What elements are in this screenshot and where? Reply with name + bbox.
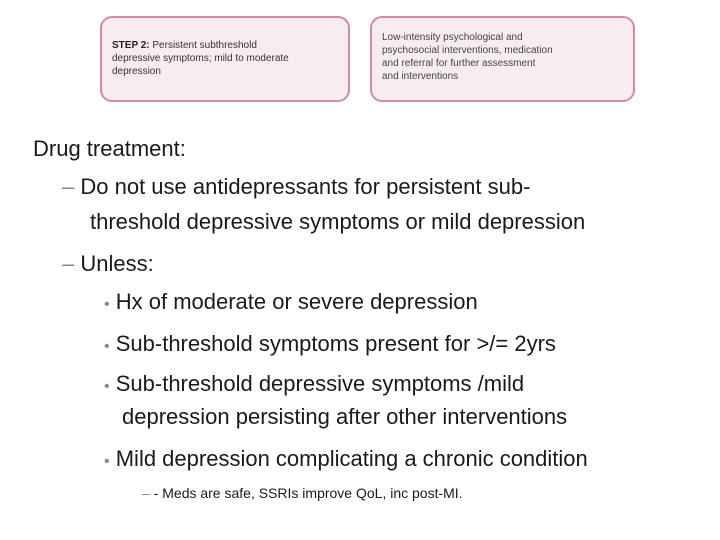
step-text-1: Persistent subthreshold <box>152 40 257 51</box>
dash-item-1-line-2: threshold depressive symptoms or mild depression <box>90 209 586 234</box>
step-2-box <box>100 16 350 102</box>
step-text-2: depressive symptoms; mild to moderate <box>112 53 289 64</box>
step-2-title-line <box>112 39 338 52</box>
dash-item-2 <box>62 251 154 277</box>
intervention-line-3: and referral for further assessment <box>382 58 536 69</box>
stepped-care-figure <box>100 16 635 104</box>
bullet-item-3-line-2: depression persisting after other interventions <box>122 404 568 429</box>
dash-item-1 <box>62 174 530 200</box>
bullet-item-3 <box>104 371 524 400</box>
bullet-item-3-line-1: Sub-threshold depressive symptoms /mild <box>115 371 525 396</box>
bullet-icon: • <box>104 378 110 395</box>
interventions-box <box>370 16 635 102</box>
note-text: - Meds are safe, SSRIs improve QoL, inc post-MI. <box>153 485 463 501</box>
note-item <box>142 484 463 502</box>
dash-item-2-text: Unless: <box>80 251 154 276</box>
bullet-item-1-text: Hx of moderate or severe depression <box>115 289 478 314</box>
dash-item-1-line-1: Do not use antidepressants for persistent sub- <box>80 174 531 199</box>
intervention-line-1: Low-intensity psychological and <box>382 32 523 43</box>
bullet-icon: • <box>104 296 110 313</box>
bullet-icon: • <box>104 338 110 355</box>
dash-marker: – <box>62 174 75 199</box>
step-label: STEP 2: <box>112 40 150 51</box>
bullet-item-4-text: Mild depression complicating a chronic condition <box>115 446 588 471</box>
bullet-item-4 <box>104 446 588 475</box>
dash-marker: – <box>142 485 150 501</box>
bullet-item-2 <box>104 331 556 360</box>
bullet-item-1 <box>104 289 478 318</box>
bullet-item-2-text: Sub-threshold symptoms present for >/= 2yrs <box>115 331 556 356</box>
intervention-line-4: and interventions <box>382 71 459 82</box>
heading: Drug treatment: <box>33 136 186 161</box>
step-text-3: depression <box>112 66 161 77</box>
intervention-line-2: psychosocial interventions, medication <box>382 45 553 56</box>
dash-marker: – <box>62 251 75 276</box>
bullet-icon: • <box>104 453 110 470</box>
